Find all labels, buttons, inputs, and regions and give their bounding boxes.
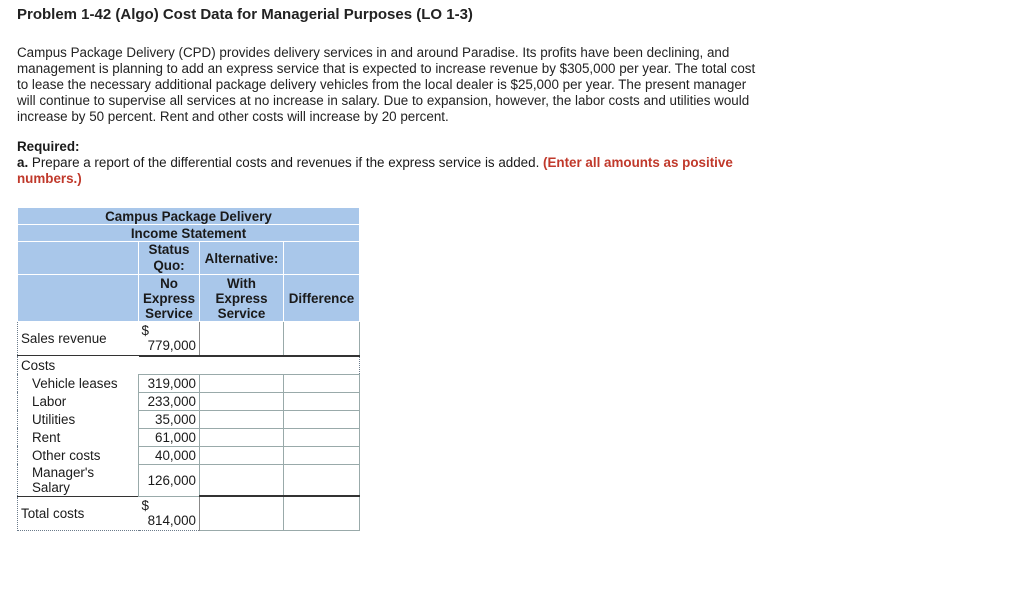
sales-status-quo-value: $ 779,000 (139, 322, 200, 356)
alternative-header: Alternative: (200, 242, 284, 275)
income-statement-table (17, 207, 360, 531)
cost-row-label: Labor (32, 393, 67, 409)
problem-title: Problem 1-42 (Algo) Cost Data for Managerial Purposes (LO 1-3) (17, 6, 473, 23)
total-costs-value: $ 814,000 (139, 496, 200, 530)
col-no-express: No Express Service (139, 275, 200, 322)
cost-row-value: 61,000 (139, 428, 200, 446)
cost-row-value: 35,000 (139, 410, 200, 428)
manager-salary-value: 126,000 (139, 464, 200, 496)
statement-header: Income Statement (18, 225, 360, 242)
status-quo-header: Status Quo: (139, 242, 200, 275)
cost-row-value: 40,000 (139, 446, 200, 464)
cost-row-difference-input[interactable] (284, 374, 360, 392)
required-part-a (17, 155, 762, 187)
cost-row-with-express-input[interactable] (200, 446, 284, 464)
cost-row-label: Utilities (32, 411, 76, 427)
company-header: Campus Package Delivery (18, 208, 360, 225)
total-costs-with-express-input[interactable] (200, 496, 284, 530)
cost-row-with-express-input[interactable] (200, 428, 284, 446)
manager-salary-difference-input[interactable] (284, 464, 360, 496)
col-with-express: With Express Service (200, 275, 284, 322)
cost-row-difference-input[interactable] (284, 392, 360, 410)
sales-with-express-input[interactable] (200, 322, 284, 356)
cost-row-difference-input[interactable] (284, 410, 360, 428)
manager-salary-with-express-input[interactable] (200, 464, 284, 496)
total-costs-difference-input[interactable] (284, 496, 360, 530)
cost-row-value: 319,000 (139, 374, 200, 392)
required-heading: Required: (17, 139, 80, 154)
col-difference: Difference (284, 275, 360, 322)
cost-row-difference-input[interactable] (284, 446, 360, 464)
manager-salary-label: Manager's Salary (32, 464, 95, 495)
part-text: Prepare a report of the differential costs and revenues if the express service is added. (28, 155, 544, 170)
cost-row-difference-input[interactable] (284, 428, 360, 446)
cost-row-with-express-input[interactable] (200, 392, 284, 410)
cost-row-label: Other costs (32, 447, 101, 463)
cost-row-with-express-input[interactable] (200, 374, 284, 392)
cost-row-with-express-input[interactable] (200, 410, 284, 428)
sales-difference-input[interactable] (284, 322, 360, 356)
cost-row-label: Vehicle leases (32, 375, 118, 391)
total-costs-label: Total costs (18, 496, 139, 530)
cost-row-value: 233,000 (139, 392, 200, 410)
part-label: a. (17, 155, 29, 170)
sales-revenue-label: Sales revenue (21, 331, 107, 346)
cost-row-label: Rent (32, 429, 61, 445)
problem-description: Campus Package Delivery (CPD) provides delivery services in and around Paradise. Its profits have been declining, and management is planning to add an express service that is expected to increase revenue by $305,000 per year. The total cost to lease the necessary additional package delivery vehicles from the local dealer is $25,000 per year. The present manager will continue to supervise all services at no increase in salary. Due to expansion, however, the labor costs and utilities would increase by 50 percent. Rent and other costs will increase by 20 percent. (17, 45, 756, 124)
costs-label: Costs (18, 356, 139, 375)
instruction-note: (Enter all amounts as positive numbers.) (17, 155, 733, 186)
